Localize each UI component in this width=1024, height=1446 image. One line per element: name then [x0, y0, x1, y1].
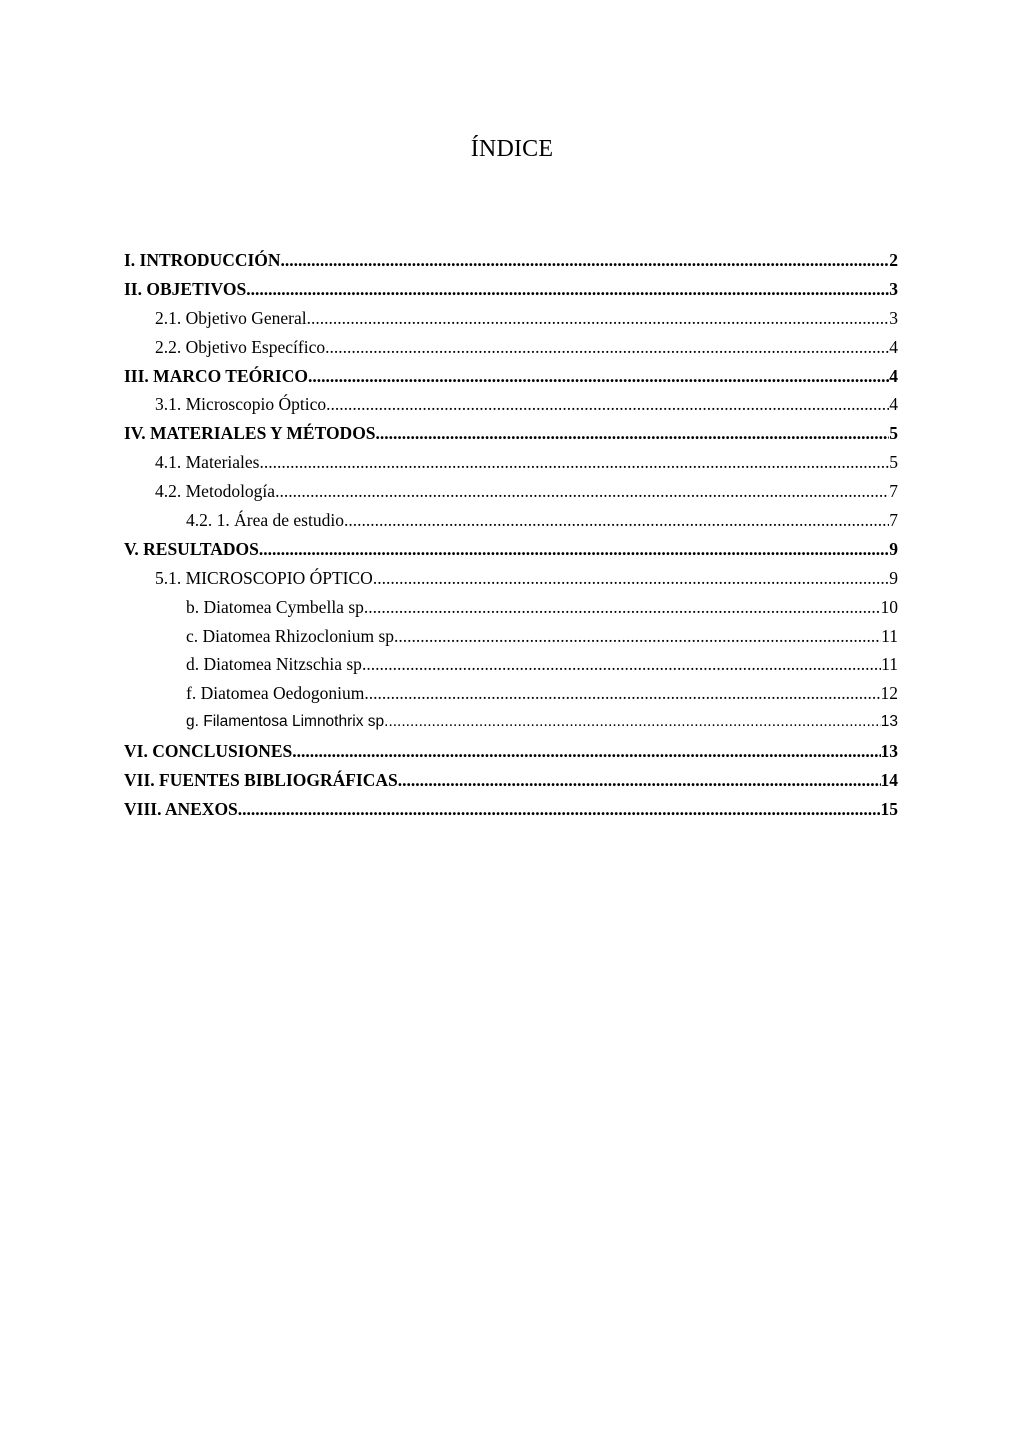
toc-entry-label: g. Filamentosa Limnothrix sp [186, 713, 385, 731]
toc-entry-label: b. Diatomea Cymbella sp [186, 596, 364, 617]
dot-leader [376, 419, 890, 448]
toc-entry-label: d. Diatomea Nitzschia sp [186, 654, 362, 675]
toc-entry-label: 3.1. Microscopio Óptico [155, 394, 327, 415]
toc-page-number: 9 [889, 567, 898, 588]
toc-page-number: 4 [889, 336, 898, 357]
dot-leader [281, 246, 890, 275]
toc-entry-fuentes-bibliograficas[interactable] [124, 766, 898, 795]
toc-entry-diatomea-oedogonium[interactable] [124, 679, 898, 708]
dot-leader [364, 679, 880, 708]
table-of-contents [124, 246, 898, 824]
toc-page-number: 4 [889, 394, 898, 415]
toc-page-number: 4 [889, 365, 898, 386]
dot-leader [362, 650, 881, 679]
dot-leader [398, 766, 881, 795]
toc-page-number: 9 [889, 538, 898, 559]
dot-leader [325, 333, 889, 362]
toc-page-number: 11 [881, 625, 898, 646]
toc-entry-label: III. MARCO TEÓRICO [124, 365, 308, 386]
page-title: ÍNDICE [470, 136, 554, 162]
toc-page-number: 7 [889, 510, 898, 531]
dot-leader [394, 622, 881, 651]
toc-entry-label: VII. FUENTES BIBLIOGRÁFICAS [124, 770, 398, 791]
toc-entry-label: V. RESULTADOS [124, 538, 259, 559]
toc-entry-objetivo-especifico[interactable] [124, 333, 898, 362]
toc-entry-anexos[interactable] [124, 795, 898, 824]
toc-entry-objetivo-general[interactable] [124, 304, 898, 333]
toc-page-number: 10 [880, 596, 898, 617]
toc-page-number: 3 [889, 307, 898, 328]
toc-entry-label: 2.2. Objetivo Específico [155, 336, 326, 357]
toc-entry-introduccion[interactable] [124, 246, 898, 275]
toc-entry-label: c. Diatomea Rhizoclonium sp [186, 625, 395, 646]
toc-page-number: 13 [880, 741, 898, 762]
toc-entry-resultados[interactable] [124, 535, 898, 564]
dot-leader [259, 535, 889, 564]
toc-entry-label: 5.1. MICROSCOPIO ÓPTICO [155, 567, 373, 588]
toc-page-number: 5 [889, 423, 898, 444]
toc-page-number: 3 [889, 278, 898, 299]
dot-leader [373, 564, 889, 593]
toc-entry-conclusiones[interactable] [124, 737, 898, 766]
toc-page-number: 12 [880, 683, 898, 704]
dot-leader [246, 275, 889, 304]
toc-entry-materiales[interactable] [124, 448, 898, 477]
toc-page-number: 13 [880, 713, 898, 731]
toc-entry-label: IV. MATERIALES Y MÉTODOS [124, 423, 376, 444]
dot-leader [364, 593, 881, 622]
toc-entry-objetivos[interactable] [124, 275, 898, 304]
toc-entry-filamentosa-limnothrix[interactable] [124, 708, 898, 737]
toc-page-number: 15 [880, 798, 898, 819]
dot-leader [308, 362, 889, 391]
toc-entry-microscopio-optico-resultados[interactable] [124, 564, 898, 593]
toc-entry-microscopio-optico[interactable] [124, 390, 898, 419]
toc-page-number: 7 [889, 481, 898, 502]
toc-entry-label: f. Diatomea Oedogonium [186, 683, 365, 704]
dot-leader [384, 708, 881, 737]
toc-entry-materiales-y-metodos[interactable] [124, 419, 898, 448]
toc-entry-area-de-estudio[interactable] [124, 506, 898, 535]
toc-page-number: 11 [881, 654, 898, 675]
dot-leader [292, 737, 880, 766]
toc-page-number: 2 [889, 250, 898, 270]
toc-entry-diatomea-nitzschia[interactable] [124, 650, 898, 679]
dot-leader [238, 795, 881, 824]
toc-page-number: 14 [880, 770, 898, 791]
toc-entry-metodologia[interactable] [124, 477, 898, 506]
toc-entry-label: 4.2. 1. Área de estudio [186, 510, 344, 531]
toc-entry-label: I. INTRODUCCIÓN [124, 250, 281, 270]
dot-leader [326, 390, 889, 419]
toc-entry-label: 4.1. Materiales [155, 452, 260, 473]
dot-leader [307, 304, 890, 333]
toc-entry-diatomea-cymbella[interactable] [124, 593, 898, 622]
dot-leader [344, 506, 889, 535]
toc-entry-label: VI. CONCLUSIONES [124, 741, 293, 762]
toc-entry-label: 4.2. Metodología [155, 481, 276, 502]
toc-entry-label: II. OBJETIVOS [124, 278, 247, 299]
dot-leader [259, 448, 889, 477]
toc-entry-marco-teorico[interactable] [124, 362, 898, 391]
toc-entry-diatomea-rhizoclonium[interactable] [124, 622, 898, 651]
dot-leader [275, 477, 889, 506]
toc-entry-label: VIII. ANEXOS [124, 798, 238, 819]
toc-entry-label: 2.1. Objetivo General [155, 307, 307, 328]
toc-page-number: 5 [889, 452, 898, 473]
